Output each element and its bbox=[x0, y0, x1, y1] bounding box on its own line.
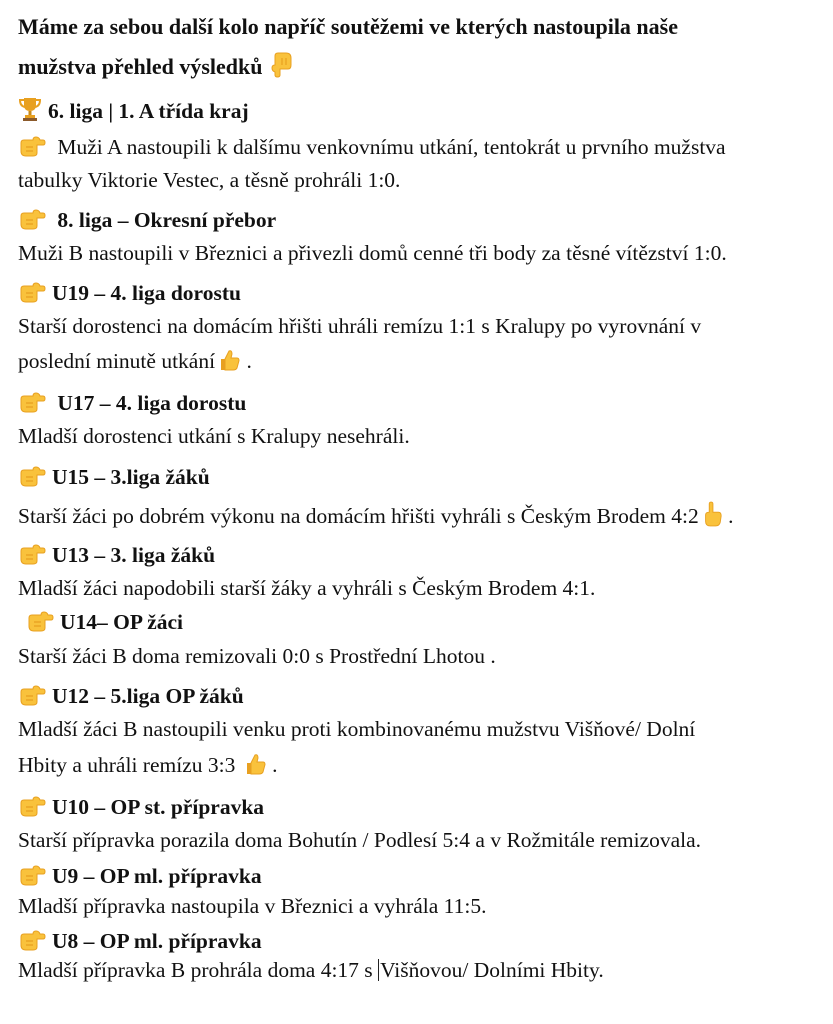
heading-text: U15 – 3.liga žáků bbox=[52, 465, 210, 489]
section-text-1b: tabulky Viktorie Vestec, a těsně prohráli 1:0. bbox=[18, 168, 401, 192]
heading-text: U10 – OP st. přípravka bbox=[52, 795, 265, 819]
section-heading-2 bbox=[18, 207, 825, 233]
text-cursor bbox=[378, 959, 379, 981]
section-heading-1 bbox=[18, 96, 825, 124]
pointing-hand-icon bbox=[18, 207, 46, 231]
section-heading-11 bbox=[18, 928, 825, 954]
section-text-3a: Starší dorostenci na domácím hřišti uhráli remízu 1:1 s Kralupy po vyrovnání v bbox=[18, 314, 702, 338]
heading-text: U8 – OP ml. přípravka bbox=[52, 929, 262, 953]
section-text-6: Mladší žáci napodobili starší žáky a vyhráli s Českým Brodem 4:1. bbox=[18, 576, 596, 600]
section-text-2: Muži B nastoupili v Březnici a přivezli domů cenné tři body za těsné vítězství 1:0. bbox=[18, 241, 727, 265]
paragraph-text: Starší žáci po dobrém výkonu na domácím hřišti vyhráli s Českým Brodem 4:2 bbox=[18, 504, 699, 528]
pointing-hand-icon bbox=[18, 464, 46, 488]
section-heading-8 bbox=[18, 683, 825, 709]
section-text-4: Mladší dorostenci utkání s Kralupy nesehráli. bbox=[18, 424, 410, 448]
section-text-3b bbox=[18, 348, 825, 374]
heading-text: U14– OP žáci bbox=[60, 610, 184, 634]
thumbs-up-icon bbox=[217, 348, 241, 372]
pointing-hand-icon bbox=[18, 794, 46, 818]
section-heading-6 bbox=[18, 542, 825, 568]
section-text-11 bbox=[18, 957, 825, 983]
paragraph-text: poslední minutě utkání bbox=[18, 349, 216, 373]
paragraph-text-end: Višňovou/ Dolními Hbity. bbox=[380, 958, 604, 982]
section-text-5 bbox=[18, 501, 825, 529]
section-text-10: Mladší přípravka nastoupila v Březnici a vyhrála 11:5. bbox=[18, 894, 487, 918]
section-text-8a: Mladší žáci B nastoupili venku proti kombinovanému mužstvu Višňové/ Dolní bbox=[18, 717, 696, 741]
paragraph-text: Mladší přípravka B prohrála doma 4:17 s bbox=[18, 958, 379, 982]
heading-text: 6. liga | 1. A třída kraj bbox=[48, 99, 249, 123]
pointing-hand-icon bbox=[18, 683, 46, 707]
pointing-up-icon bbox=[701, 501, 723, 527]
section-text-8b bbox=[18, 752, 825, 778]
heading-text: 8. liga – Okresní přebor bbox=[57, 208, 277, 232]
heading-text: U13 – 3. liga žáků bbox=[52, 543, 216, 567]
pointing-hand-icon bbox=[18, 280, 46, 304]
pointing-hand-icon bbox=[18, 134, 46, 158]
thumbs-up-icon bbox=[243, 752, 267, 776]
section-text-1a bbox=[18, 134, 825, 160]
section-heading-5 bbox=[18, 464, 825, 490]
heading-text: U9 – OP ml. přípravka bbox=[52, 864, 262, 888]
pointing-down-icon bbox=[270, 50, 296, 78]
section-text-7: Starší žáci B doma remizovali 0:0 s Prostřední Lhotou . bbox=[18, 644, 496, 668]
section-heading-4 bbox=[18, 390, 825, 416]
paragraph-text: Muži A nastoupili k dalšímu venkovnímu utkání, tentokrát u prvního mužstva bbox=[57, 135, 726, 159]
section-heading-7 bbox=[26, 609, 825, 635]
pointing-hand-icon bbox=[18, 863, 46, 887]
pointing-hand-icon bbox=[18, 542, 46, 566]
intro-line-2-text: mužstva přehled výsledků bbox=[18, 54, 263, 79]
section-heading-9 bbox=[18, 794, 825, 820]
section-text-9: Starší přípravka porazila doma Bohutín / Podlesí 5:4 a v Rožmitále remizovala. bbox=[18, 828, 702, 852]
heading-text: U17 – 4. liga dorostu bbox=[57, 391, 247, 415]
section-heading-10 bbox=[18, 863, 825, 889]
paragraph-end: . bbox=[728, 504, 734, 528]
intro-line-2 bbox=[18, 50, 825, 80]
paragraph-end: . bbox=[272, 753, 278, 777]
pointing-hand-icon bbox=[26, 609, 54, 633]
pointing-hand-icon bbox=[18, 390, 46, 414]
heading-text: U12 – 5.liga OP žáků bbox=[52, 684, 244, 708]
trophy-icon bbox=[18, 96, 42, 122]
pointing-hand-icon bbox=[18, 928, 46, 952]
section-heading-3 bbox=[18, 280, 825, 306]
paragraph-text: Hbity a uhráli remízu 3:3 bbox=[18, 753, 241, 777]
intro-line-1: Máme za sebou další kolo napříč soutěžemi ve kterých nastoupila naše bbox=[18, 14, 678, 39]
paragraph-end: . bbox=[246, 349, 252, 373]
heading-text: U19 – 4. liga dorostu bbox=[52, 281, 241, 305]
